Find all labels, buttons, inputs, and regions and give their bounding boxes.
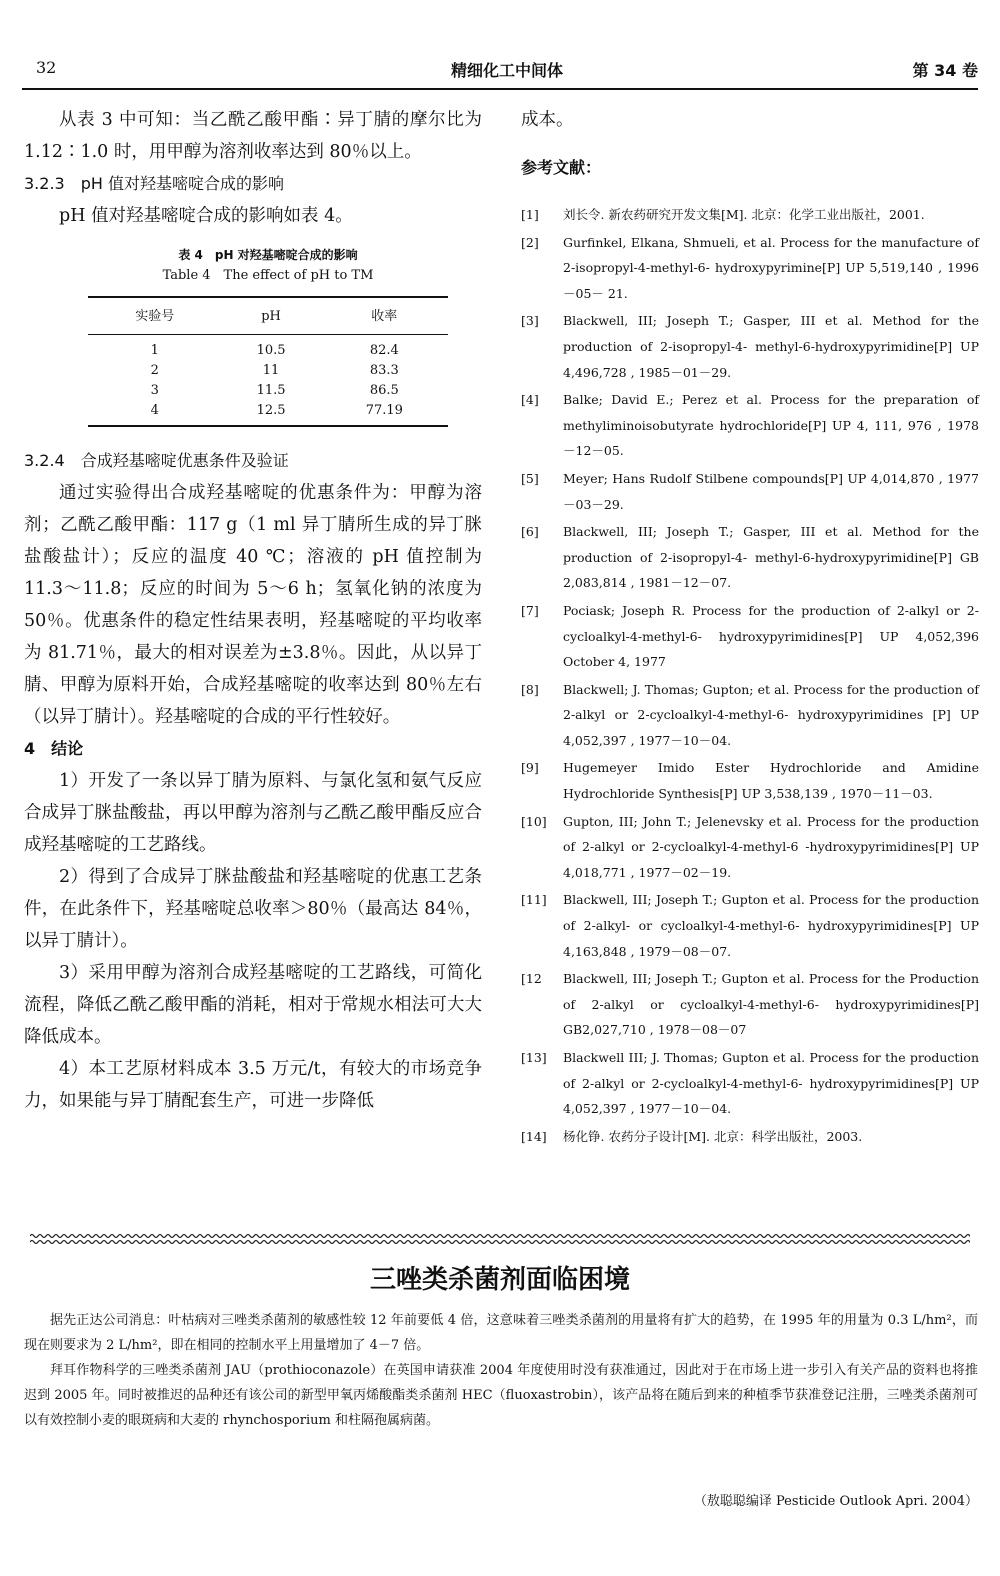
table-cell: 11 [262,363,280,378]
reference-item [521,387,979,464]
volume-label: 第 34 卷 [912,61,978,80]
reference-text: Blackwell, III; Joseph T.; Gasper, III et al. Method for the production of 2-isopropyl-4- methyl-6-hydroxypyrimidine[P] GB 2,083,814 , 1981－12－07. [563,524,979,591]
table-caption-cn: 表 4 pH 对羟基嘧啶合成的影响 [178,248,358,262]
reference-number: [14] [521,1128,547,1144]
reference-number: [8] [521,681,539,697]
reference-number: [5] [521,470,539,486]
table-cell: 3 [150,383,159,398]
reference-text: Balke; David E.; Perez et al. Process for the preparation of methyliminoisobutyrate hydrochloride[P] UP 4, 111, 976 , 1978－12－05. [563,392,979,459]
news-credit: （敖聪聪编译 Pesticide Outlook Apri. 2004） [693,1494,978,1509]
reference-text: Pociask; Joseph R. Process for the production of 2-alkyl or 2-cycloalkyl-4-methyl-6- hydroxypyrimidines[P] UP 4,052,396 October 4, 1977 [563,602,979,670]
page-header [36,58,978,86]
reference-number: [9] [521,760,539,776]
table-row [88,335,448,362]
column-header: pH [261,309,281,324]
section-heading-3-2-4: 3.2.4 合成羟基嘧啶优惠条件及验证 [24,451,289,470]
table-cell: 82.4 [369,343,399,358]
reference-item [521,519,979,596]
paragraph: 从表 3 中可知：当乙酰乙酸甲酯∶异丁腈的摩尔比为 1.12∶1.0 时，用甲醇为溶剂收率达到 80％以上。 [24,110,482,162]
reference-item [521,598,979,675]
reference-item [521,308,979,385]
reference-text: Blackwell, III; Joseph T.; Gupton et al. Process for the production of 2-alkyl- or cycloalkyl-4-methyl-6- hydroxypyrimidines[P] UP 4,163,848 , 1979－08－07. [563,892,979,959]
wavy-line [30,1241,970,1244]
reference-item [521,466,979,517]
reference-number: [12 [521,971,542,987]
reference-number: [1] [521,207,539,222]
reference-number: [6] [521,524,539,540]
reference-text: 刘长令. 新农药研究开发文集[M]. 北京：化学工业出版社，2001. [563,207,925,222]
reference-item [521,202,979,228]
reference-list [521,202,979,1149]
page-number: 32 [36,58,57,77]
table-row [88,361,448,381]
conclusion-item: 1）开发了一条以异丁腈为原料、与氯化氢和氨气反应合成异丁脒盐酸盐，再以甲醇为溶剂与乙酰乙酸甲酯反应合成羟基嘧啶的工艺路线。 [24,771,482,855]
reference-number: [11] [521,892,547,908]
section-heading-4: 4 结论 [24,739,84,758]
reference-number: [10] [521,813,547,829]
reference-item [521,677,979,754]
reference-item [521,809,979,886]
reference-number: [13] [521,1050,547,1065]
table-row [88,381,448,401]
reference-item [521,230,979,307]
ph-table [88,296,448,427]
reference-text: Blackwell, III; Joseph T.; Gasper, III et al. Method for the production of 2-isopropyl-4- methyl-6-hydroxypyrimidine[P] UP 4,496,728 , 1985－01－29. [563,313,979,380]
wavy-divider [30,1232,970,1246]
table-cell: 86.5 [369,383,399,398]
reference-text: Gurfinkel, Elkana, Shmueli, et al. Process for the manufacture of 2-isopropyl-4-methyl-6- hydroxypyrimine[P] UP 5,519,140 , 1996－05－ 21. [563,234,979,301]
table-caption-en: Table 4 The effect of pH to TM [162,268,374,283]
table-cell: 10.5 [256,343,286,358]
reference-text: 杨化铮. 农药分子设计[M]. 北京：科学出版社，2003. [563,1128,863,1144]
paragraph: 通过实验得出合成羟基嘧啶的优惠条件为：甲醇为溶剂；乙酰乙酸甲酯：117 g（1 ml 异丁腈所生成的异丁脒盐酸盐计）；反应的温度 40 ℃；溶液的 pH 值控制为 11.3～11.8；反应的时间为 5～6 h；氢氧化钠的浓度为 50％。优惠条件的稳定性结果表明，羟基嘧啶的平均收率为 81.71％，最大的相对误差为±3.8％。因此，从以异丁腈、甲醇为原料开始，合成羟基嘧啶的收率达到 80％左右（以异丁腈计）。羟基嘧啶的合成的平行性较好。 [24,483,482,727]
table-cell: 4 [88,401,222,426]
table-4 [88,246,448,427]
reference-number: [2] [521,234,539,250]
paragraph: pH 值对羟基嘧啶合成的影响如表 4。 [59,206,353,226]
reference-item [521,755,979,806]
header-rule [22,88,978,90]
table-cell: 11.5 [256,383,286,398]
reference-number: [4] [521,392,539,408]
wavy-line [30,1235,970,1238]
reference-text: Meyer; Hans Rudolf Stilbene compounds[P] UP 4,014,870 , 1977－03－29. [563,470,979,512]
conclusion-item: 2）得到了合成异丁脒盐酸盐和羟基嘧啶的优惠工艺条件，在此条件下，羟基嘧啶总收率＞80％（最高达 84％，以异丁腈计）。 [24,867,482,951]
column-header: 收率 [371,309,398,324]
reference-item [521,1124,979,1150]
reference-item [521,887,979,964]
news-body [24,1308,978,1433]
references-heading: 参考文献： [521,158,602,177]
column-header: 实验号 [135,309,175,324]
news-title: 三唑类杀菌剂面临困境 [369,1265,630,1295]
news-paragraph: 据先正达公司消息：叶枯病对三唑类杀菌剂的敏感性较 12 年前要低 4 倍，这意味着三唑类杀菌剂的用量将有扩大的趋势，在 1995 年的用量为 0.3 L/hm²，而现在则要求为 2 L/hm²，即在相同的控制水平上用量增加了 4－7 倍。 [24,1313,978,1353]
reference-text: Blackwell III; J. Thomas; Gupton et al. Process for the production of 2-alkyl or 2-cycloalkyl-4-methyl-6- hydroxypyrimidines[P] UP 4,052,397 , 1977－10－04. [563,1050,979,1117]
reference-item [521,1045,979,1122]
reference-number: [3] [521,313,539,329]
conclusion-item: 4）本工艺原材料成本 3.5 万元/t，有较大的市场竞争力，如果能与异丁腈配套生产，可进一步降低 [24,1059,482,1111]
right-column [521,104,979,1151]
reference-number: [7] [521,602,539,618]
reference-text: Blackwell; J. Thomas; Gupton; et al. Process for the production of 2-alkyl or 2-cycloalkyl-4-methyl-6- hydroxypyrimidines [P] UP 4,052,397 , 1977－10－04. [563,681,979,748]
table-cell: 83.3 [369,363,399,378]
reference-text: Gupton, III; John T.; Jelenevsky et al. Process for the production of 2-alkyl or 2-cycloalkyl-4-methyl-6 -hydroxypyrimidines[P] UP 4,018,771 , 1977－02－19. [563,813,979,880]
continued-text: 成本。 [521,110,574,130]
reference-text: Hugemeyer Imido Ester Hydrochloride and Amidine Hydrochloride Synthesis[P] UP 3,538,139 , 1970－11－03. [563,760,979,802]
news-paragraph: 拜耳作物科学的三唑类杀菌剂 JAU（prothioconazole）在英国申请获准 2004 年度使用时没有获准通过，因此对于在市场上进一步引入有关产品的资料也将推迟到 2005 年。同时被推迟的品种还有该公司的新型甲氧丙烯酸酯类杀菌剂 HEC（fluoxastrobin），该产品将在随后到来的种植季节获准登记注册，三唑类杀菌剂可以有效控制小麦的眼斑病和大麦的 rhynchosporium 和柱隔孢属病菌。 [24,1363,978,1428]
table-row [88,401,448,426]
table-cell: 12.5 [222,401,321,426]
conclusion-item: 3）采用甲醇为溶剂合成羟基嘧啶的工艺路线，可简化流程，降低乙酰乙酸甲酯的消耗，相对于常规水相法可大大降低成本。 [24,963,482,1047]
table-cell: 2 [150,363,159,378]
reference-text: Blackwell, III; Joseph T.; Gupton et al. Process for the Production of 2-alkyl or cycloalkyl-4-methyl-6- hydroxypyrimidines[P] GB2,027,710 , 1978－08－07 [563,971,979,1038]
table-cell: 77.19 [321,401,448,426]
journal-title: 精细化工中间体 [450,61,563,80]
table-cell: 1 [150,343,159,358]
reference-item [521,966,979,1043]
left-column [24,104,482,1117]
section-heading-3-2-3: 3.2.3 pH 值对羟基嘧啶合成的影响 [24,174,284,193]
table-header-row [88,297,448,335]
